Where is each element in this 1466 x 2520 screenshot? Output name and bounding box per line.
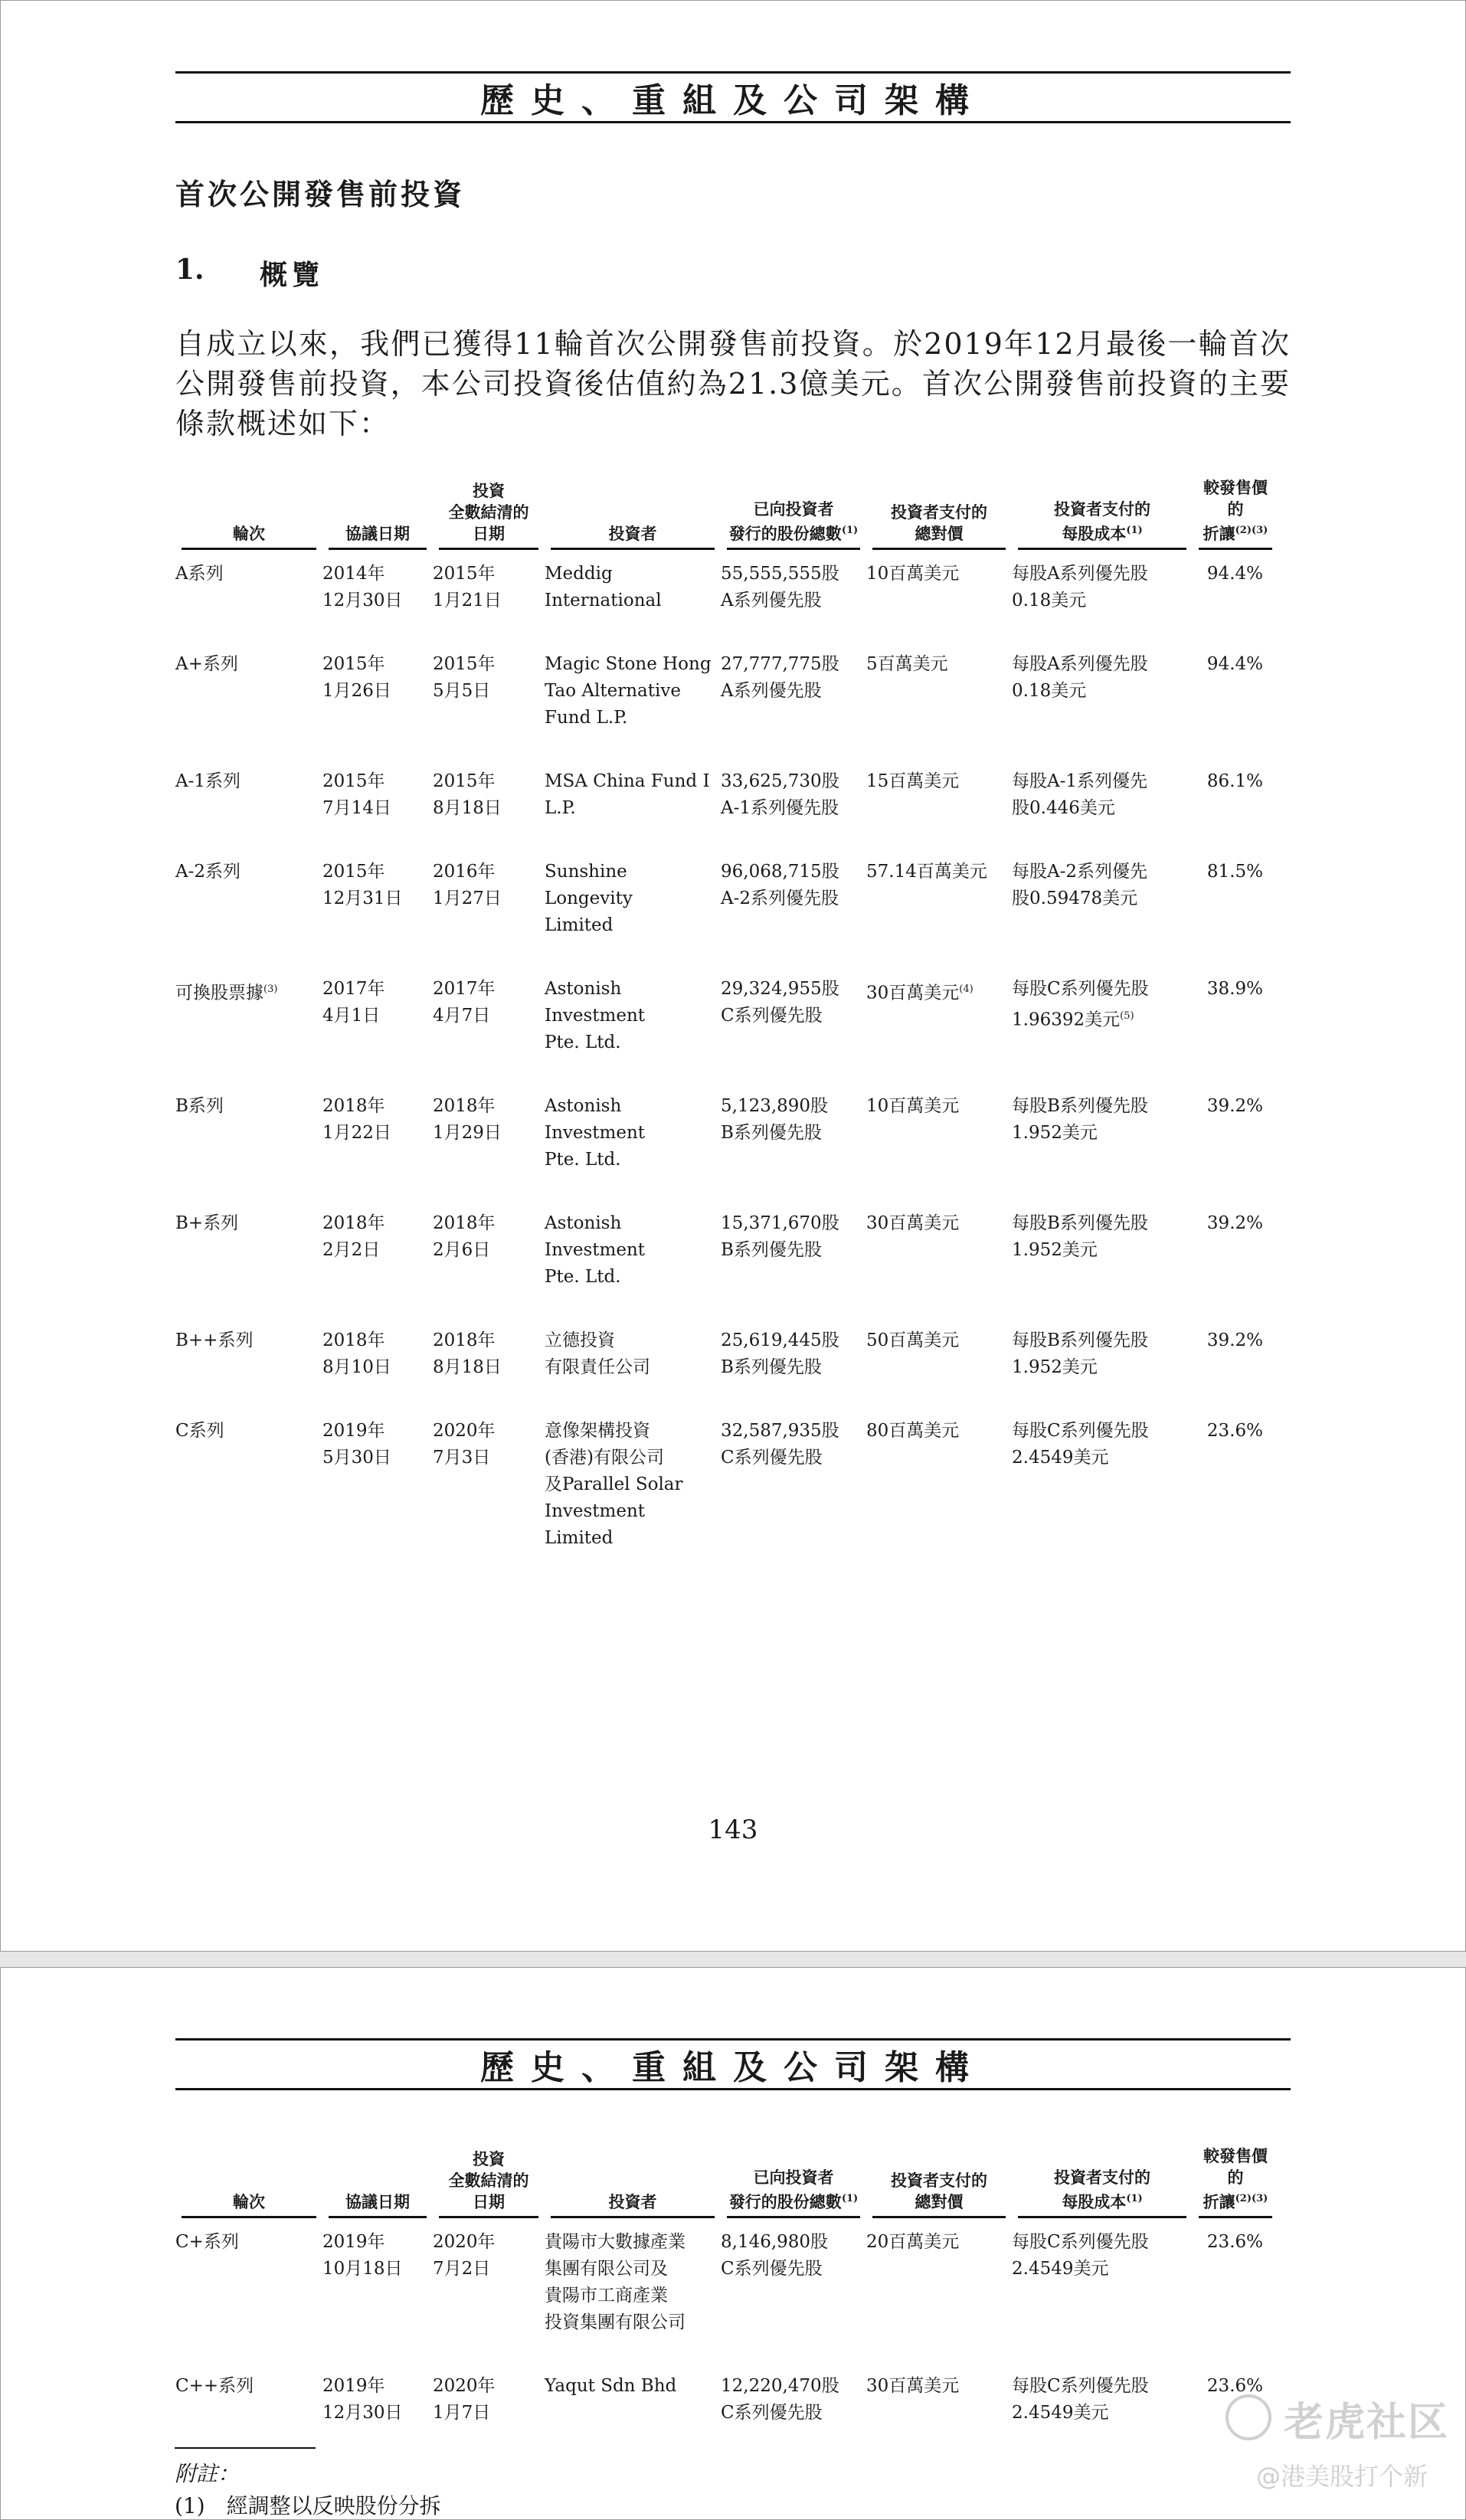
cell-shares: 33,625,730股 A-1系列優先股: [721, 771, 839, 818]
cell-cost: 每股A系列優先股 0.18美元: [1012, 564, 1148, 610]
header-col-date: [322, 2145, 433, 2221]
cell-date: 2017年 4月1日: [322, 979, 385, 1026]
cell-investor: 立德投資 有限責任公司: [545, 1330, 650, 1377]
header-label: 較發售價的 折讓: [1203, 2146, 1268, 2211]
header-label: 已向投資者 發行的股份總數: [728, 499, 842, 543]
cell-investor: Astonish Investment Pte. Ltd.: [545, 979, 646, 1052]
cell-consideration: 57.14百萬美元: [866, 862, 987, 882]
cell-settle: 2018年 1月29日: [433, 1096, 502, 1143]
header-label: 投資者: [608, 524, 657, 543]
cell-discount: 94.4%: [1206, 564, 1263, 584]
cell-date: 2018年 1月22日: [322, 1096, 391, 1143]
header-label: 較發售價的 折讓: [1203, 478, 1268, 543]
cell-investor: Meddig International: [545, 564, 662, 610]
cell-settle: 2020年 1月7日: [433, 2376, 496, 2423]
cell-investor: Sunshine Longevity Limited: [545, 862, 633, 935]
cell-shares: 15,371,670股 B系列優先股: [721, 1213, 839, 1260]
subsection-number: 1.: [175, 254, 205, 286]
table-row: [175, 1410, 1278, 1581]
header-label: 投資者支付的 總對價: [891, 502, 987, 543]
cell-discount: 86.1%: [1206, 771, 1263, 791]
cell-round: B系列: [175, 1096, 224, 1116]
intro-paragraph: 自成立以來，我們已獲得11輪首次公開發售前投資。於2019年12月最後一輪首次公開發售前投資，本公司投資後估值約為21.3億美元。首次公開發售前投資的主要條款概述如下：: [175, 327, 1291, 440]
investment-table-2: [175, 2145, 1278, 2456]
header-label: 協議日期: [345, 524, 410, 543]
cell-cost: 每股B系列優先股 1.952美元: [1012, 1330, 1148, 1377]
cell-investor: Astonish Investment Pte. Ltd.: [545, 1213, 646, 1287]
table-row: [175, 643, 1278, 761]
cell-shares: 32,587,935股 C系列優先股: [721, 1421, 839, 1468]
table-row: [175, 761, 1278, 851]
header-label: 投資 全數結清的 日期: [448, 2149, 529, 2211]
cell-cost: 每股C系列優先股 2.4549美元: [1012, 2232, 1149, 2279]
cell-consideration: 50百萬美元: [866, 1330, 960, 1350]
cell-consideration: 30百萬美元: [866, 1213, 960, 1233]
header-col-round: [175, 477, 322, 553]
cell-date: 2015年 12月31日: [322, 862, 403, 908]
header-col-cost: [1012, 2145, 1193, 2221]
cell-shares: 25,619,445股 B系列優先股: [721, 1330, 839, 1377]
header-label: 輪次: [233, 524, 265, 543]
header-note-ref: (1): [1126, 2193, 1143, 2204]
section-title: 首次公開發售前投資: [175, 177, 466, 211]
table-row: [175, 851, 1278, 968]
header-col-shares: [721, 477, 866, 553]
header-col-date: [322, 477, 433, 553]
cell-shares: 55,555,555股 A系列優先股: [721, 564, 839, 610]
cell-investor: Yaqut Sdn Bhd: [545, 2376, 677, 2396]
cell-cost: 每股A系列優先股 0.18美元: [1012, 654, 1148, 701]
cell-round: C+系列: [175, 2232, 239, 2252]
cell-investor: Astonish Investment Pte. Ltd.: [545, 1096, 646, 1170]
table-row: [175, 1085, 1278, 1203]
cell-round: A+系列: [175, 654, 238, 674]
cell-discount: 38.9%: [1206, 979, 1263, 999]
table-row: [175, 553, 1278, 643]
footnote-1: (1) 經調整以反映股份分拆: [175, 2493, 441, 2518]
table-body: [175, 553, 1278, 1581]
cell-investor: 貴陽市大數據產業 集團有限公司及 貴陽市工商產業 投資集團有限公司: [545, 2232, 686, 2332]
cell-cost: 每股B系列優先股 1.952美元: [1012, 1213, 1148, 1260]
table-row: [175, 2221, 1278, 2365]
cell-date: 2014年 12月30日: [322, 564, 403, 610]
cell-investor: MSA China Fund I L.P.: [545, 771, 710, 818]
cell-consideration: 10百萬美元: [866, 564, 960, 584]
cell-discount: 23.6%: [1206, 2232, 1263, 2252]
cell-investor: Magic Stone Hong Tao Alternative Fund L.P.: [545, 654, 712, 728]
header-col-consideration: [866, 477, 1012, 553]
cell-round: A-1系列: [175, 771, 241, 791]
table-row: [175, 968, 1278, 1085]
cell-settle: 2015年 1月21日: [433, 564, 502, 610]
cell-discount: 39.2%: [1206, 1096, 1263, 1116]
cell-shares: 96,068,715股 A-2系列優先股: [721, 862, 839, 908]
cell-consideration: 30百萬美元$^{(4)}$: [866, 983, 974, 1003]
page-header: 歷史、重組及公司架構: [175, 2038, 1291, 2090]
cell-discount: 23.6%: [1206, 1421, 1263, 1441]
cell-cost: 每股C系列優先股 2.4549美元: [1012, 2376, 1149, 2423]
cell-cost: 每股A-1系列優先 股0.446美元: [1012, 771, 1148, 818]
cell-date: 2018年 8月10日: [322, 1330, 391, 1377]
header-col-cost: [1012, 477, 1193, 553]
header-col-investor: [545, 477, 721, 553]
table-header-row: [175, 477, 1278, 553]
header-note-ref: (1): [841, 525, 859, 536]
header-label: 投資者支付的 總對價: [891, 2171, 987, 2211]
header-note-ref: (2)(3): [1235, 525, 1268, 536]
cell-round: B+系列: [175, 1213, 239, 1233]
cell-settle: 2017年 4月7日: [433, 979, 496, 1026]
table-row: [175, 1320, 1278, 1410]
header-note-ref: (1): [1126, 525, 1143, 536]
watermark-user: @港美股打个新: [1256, 2462, 1428, 2491]
header-col-settle: [433, 477, 545, 553]
cell-discount: 39.2%: [1206, 1213, 1263, 1233]
header-label: 投資者支付的 每股成本: [1054, 499, 1150, 543]
cell-round: A系列: [175, 564, 224, 584]
header-label: 協議日期: [345, 2192, 410, 2211]
header-col-discount: [1193, 477, 1278, 553]
header-note-ref: (2)(3): [1235, 2193, 1268, 2204]
header-col-discount: [1193, 2145, 1278, 2221]
cell-shares: 27,777,775股 A系列優先股: [721, 654, 839, 701]
cell-date: 2019年 5月30日: [322, 1421, 391, 1468]
footnote-rule: [175, 2447, 316, 2449]
header-col-shares: [721, 2145, 866, 2221]
investment-table-1: [175, 477, 1278, 1581]
header-col-round: [175, 2145, 322, 2221]
watermark-brand: 老虎社区: [1284, 2400, 1450, 2446]
cell-date: 2015年 1月26日: [322, 654, 391, 701]
cell-settle: 2015年 8月18日: [433, 771, 502, 818]
cell-round: B++系列: [175, 1330, 254, 1350]
cell-date: 2018年 2月2日: [322, 1213, 385, 1260]
cell-settle: 2018年 2月6日: [433, 1213, 496, 1260]
cell-cost: 每股B系列優先股 1.952美元: [1012, 1096, 1148, 1143]
header-label: 投資 全數結清的 日期: [448, 481, 529, 543]
subsection-title: 概覽: [260, 259, 325, 291]
cell-settle: 2015年 5月5日: [433, 654, 496, 701]
page-number: 143: [708, 1815, 758, 1845]
cell-shares: 12,220,470股 C系列優先股: [721, 2376, 839, 2423]
table-row: [175, 1203, 1278, 1320]
cell-discount: 39.2%: [1206, 1330, 1263, 1350]
header-label: 投資者: [608, 2192, 657, 2211]
cell-discount: 94.4%: [1206, 654, 1263, 674]
cell-settle: 2020年 7月3日: [433, 1421, 496, 1468]
header-col-investor: [545, 2145, 721, 2221]
cell-settle: 2016年 1月27日: [433, 862, 502, 908]
header-label: 輪次: [233, 2192, 265, 2211]
cell-settle: 2018年 8月18日: [433, 1330, 502, 1377]
cell-round: 可換股票據$^{(3)}$: [175, 983, 278, 1003]
header-label: 已向投資者 發行的股份總數: [728, 2168, 842, 2211]
cell-date: 2015年 7月14日: [322, 771, 391, 818]
header-label: 投資者支付的 每股成本: [1054, 2168, 1150, 2211]
cell-cost: 每股C系列優先股 1.96392美元$^{(5)}$: [1012, 979, 1149, 1030]
cell-date: 2019年 10月18日: [322, 2232, 403, 2279]
cell-round: C++系列: [175, 2376, 254, 2396]
header-note-ref: (1): [841, 2193, 859, 2204]
cell-shares: 8,146,980股 C系列優先股: [721, 2232, 829, 2279]
page-header: 歷史、重組及公司架構: [175, 71, 1291, 123]
cell-consideration: 30百萬美元: [866, 2376, 960, 2396]
cell-round: C系列: [175, 1421, 224, 1441]
watermark: [1225, 2388, 1455, 2495]
cell-discount: 81.5%: [1206, 862, 1263, 882]
cell-consideration: 10百萬美元: [866, 1096, 960, 1116]
cell-investor: 意像架構投資 (香港)有限公司 及Parallel Solar Investment Limited: [545, 1421, 683, 1548]
cell-consideration: 5百萬美元: [866, 654, 948, 674]
cell-cost: 每股A-2系列優先 股0.59478美元: [1012, 862, 1148, 908]
footnote-label: 附註：: [175, 2461, 240, 2486]
table-row: [175, 2365, 1278, 2456]
cell-consideration: 80百萬美元: [866, 1421, 960, 1441]
cell-settle: 2020年 7月2日: [433, 2232, 496, 2279]
cell-shares: 5,123,890股 B系列優先股: [721, 1096, 829, 1143]
cell-cost: 每股C系列優先股 2.4549美元: [1012, 1421, 1149, 1468]
cell-consideration: 20百萬美元: [866, 2232, 960, 2252]
header-col-settle: [433, 2145, 545, 2221]
table-body: [175, 2221, 1278, 2456]
table-header-row: [175, 2145, 1278, 2221]
cell-date: 2019年 12月30日: [322, 2376, 403, 2423]
cell-shares: 29,324,955股 C系列優先股: [721, 979, 839, 1026]
cell-consideration: 15百萬美元: [866, 771, 960, 791]
tiger-logo-icon: [1225, 2394, 1271, 2440]
header-col-consideration: [866, 2145, 1012, 2221]
cell-round: A-2系列: [175, 862, 241, 882]
cell-discount: 23.6%: [1206, 2376, 1263, 2396]
